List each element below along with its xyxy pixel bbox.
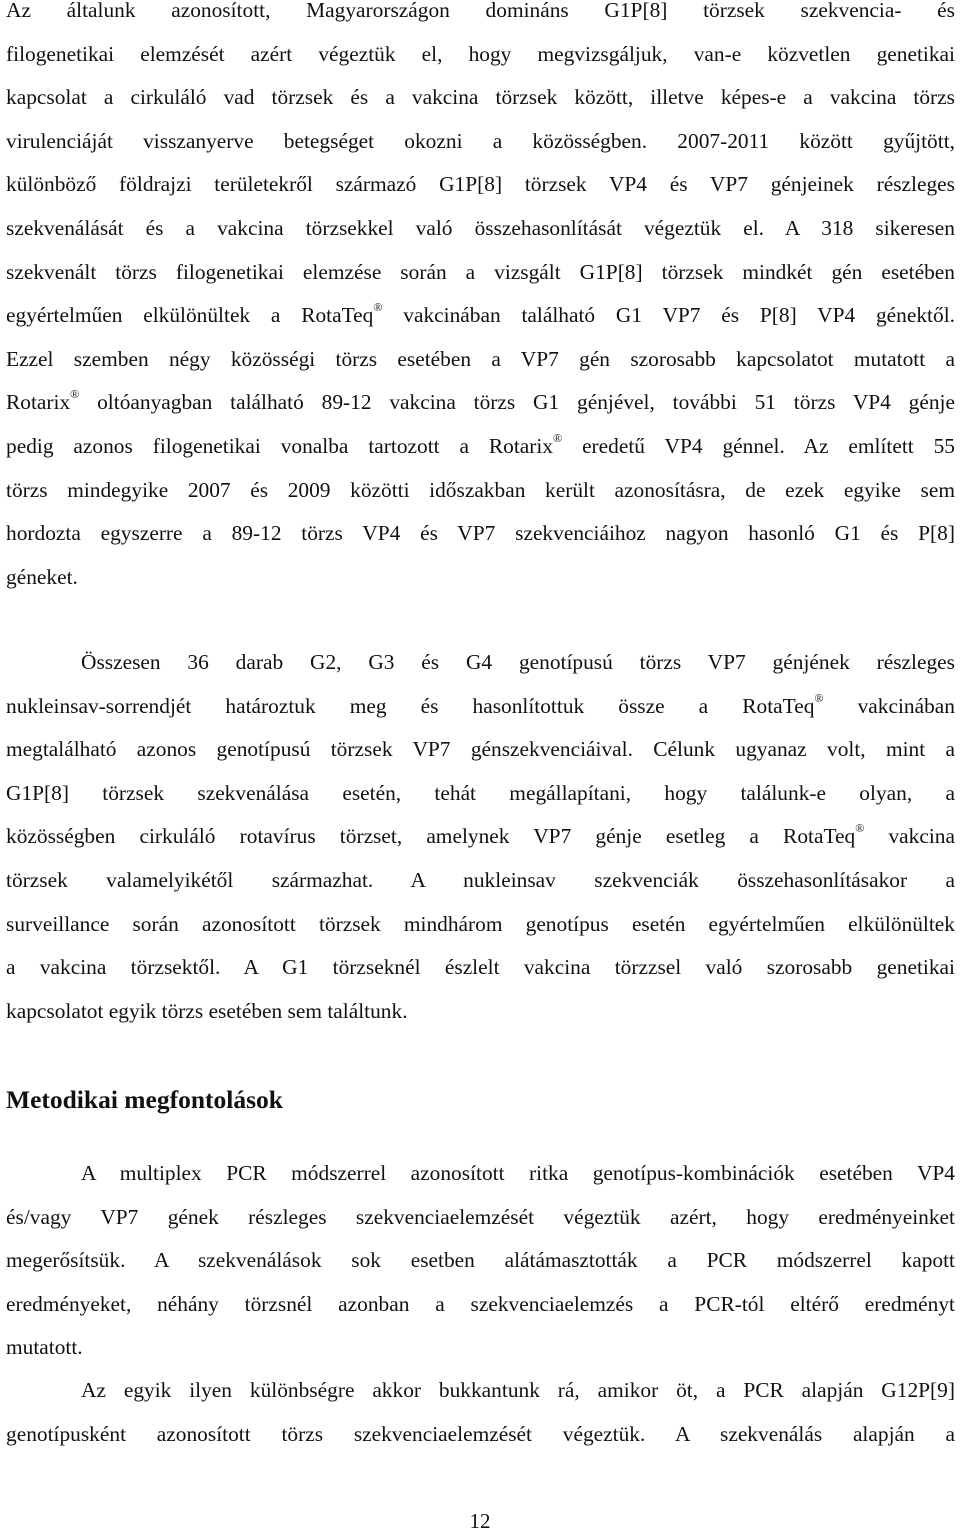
text-line: megerősítsük. A szekvenálások sok esetben alátámasztották a PCR módszerrel kapott	[6, 1248, 955, 1273]
text-line: surveillance során azonosított törzsek mindhárom genotípus esetén egyértelműen elkülönültek	[6, 911, 955, 936]
text-line: szekvenált törzs filogenetikai elemzése során a vizsgált G1P[8] törzsek mindkét gén esetében	[6, 259, 955, 284]
text-line: filogenetikai elemzését azért végeztük el, hogy megvizsgáljuk, van-e közvetlen genetikai	[6, 41, 955, 66]
text-line: a vakcina törzsektől. A G1 törzseknél észlelt vakcina törzzsel való szorosabb genetikai	[6, 955, 955, 980]
registered-mark: ®	[855, 821, 865, 836]
paragraph-1	[6, 0, 955, 599]
text-line: Az egyik ilyen különbségre akkor bukkantunk rá, amikor öt, a PCR alapján G12P[9]	[81, 1378, 955, 1402]
text-line: nukleinsav-sorrendjét határoztuk meg és hasonlítottuk össze a RotaTeq® vakcinában	[6, 690, 955, 718]
text-line: egyértelműen elkülönültek a RotaTeq® vakcinában található G1 VP7 és P[8] VP4 génektől.	[6, 300, 955, 328]
text-line: Összesen 36 darab G2, G3 és G4 genotípusú törzs VP7 génjének részleges	[81, 650, 955, 674]
text-line: hordozta egyszerre a 89-12 törzs VP4 és VP7 szekvenciáihoz nagyon hasonló G1 és P[8]	[6, 521, 955, 546]
registered-mark: ®	[70, 387, 80, 402]
text-line: kapcsolatot egyik törzs esetében sem találtunk.	[6, 998, 408, 1023]
text-line: Az általunk azonosított, Magyarországon domináns G1P[8] törzsek szekvencia- és	[6, 0, 955, 22]
text-line: szekvenálását és a vakcina törzsekkel való összehasonlítását végeztük el. A 318 sikeresen	[6, 215, 955, 240]
text-line: és/vagy VP7 gének részleges szekvenciaelemzését végeztük azért, hogy eredményeinket	[6, 1204, 955, 1229]
text-line: különböző földrajzi területekről származó G1P[8] törzsek VP4 és VP7 génjeinek részleges	[6, 172, 955, 197]
paragraph-3	[6, 1152, 955, 1370]
text-line: pedig azonos filogenetikai vonalba tartozott a Rotarix® eredetű VP4 génnel. Az említett 55	[6, 430, 955, 458]
registered-mark: ®	[814, 690, 824, 705]
text-line: virulenciáját visszanyerve betegséget okozni a közösségben. 2007-2011 között gyűjtött,	[6, 128, 955, 153]
text-line: kapcsolat a cirkuláló vad törzsek és a vakcina törzsek között, illetve képes-e a vakcina törzs	[6, 85, 955, 110]
text-line: A multiplex PCR módszerrel azonosított ritka genotípus-kombinációk esetében VP4	[81, 1161, 955, 1185]
page-number: 12	[469, 1509, 491, 1533]
text-line: Ezzel szemben négy közösségi törzs esetében a VP7 gén szorosabb kapcsolatot mutatott a	[6, 346, 955, 371]
text-line: eredményeket, néhány törzsnél azonban a szekvenciaelemzés a PCR-tól eltérő eredményt	[6, 1291, 955, 1316]
text-line: G1P[8] törzsek szekvenálása esetén, tehát megállapítani, hogy találunk-e olyan, a	[6, 780, 955, 805]
text-line: Rotarix® oltóanyagban található 89-12 vakcina törzs G1 génjével, további 51 törzs VP4 génje	[6, 387, 955, 415]
text-line: megtalálható azonos genotípusú törzsek VP7 génszekvenciáival. Célunk ugyanaz volt, mint a	[6, 737, 955, 762]
text-line: törzsek valamelyikétől származhat. A nukleinsav szekvenciák összehasonlításakor a	[6, 867, 955, 892]
text-line: törzs mindegyike 2007 és 2009 közötti időszakban került azonosításra, de ezek egyike sem	[6, 477, 955, 502]
paragraph-2	[6, 641, 955, 1033]
registered-mark: ®	[373, 300, 383, 315]
paragraph-4	[6, 1369, 955, 1456]
text-line: mutatott.	[6, 1335, 83, 1360]
text-line: közösségben cirkuláló rotavírus törzset, amelynek VP7 génje esetleg a RotaTeq® vakcina	[6, 821, 955, 849]
registered-mark: ®	[553, 430, 563, 445]
text-line: genotípusként azonosított törzs szekvenciaelemzését végeztük. A szekvenálás alapján a	[6, 1421, 955, 1446]
section-heading: Metodikai megfontolások	[6, 1085, 283, 1114]
text-line: géneket.	[6, 564, 78, 589]
